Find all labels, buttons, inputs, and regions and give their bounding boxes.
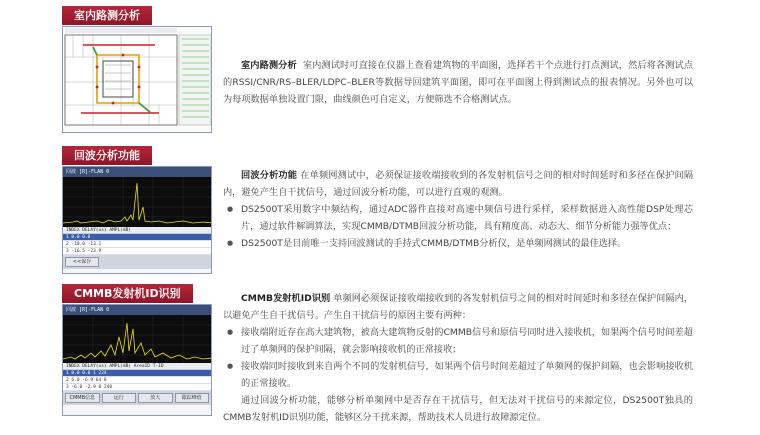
id-screen [62,304,212,416]
echo-screen [62,166,212,274]
echo-button-bar [63,255,211,269]
section-label-cmmb-id: CMMB发射机ID识别 [62,284,193,303]
id-screen-header: 回波 [R]-FLAN 0 [63,305,211,315]
echo-row: 1 0.0 0.0 [63,234,211,241]
id-plot [63,315,211,363]
zoom-button[interactable]: 放大 [138,393,173,403]
id-table-header: INDEX DELAY(us) AMPL(dB) AreaID T-ID [63,363,211,370]
section-body-echo: 在单频网测试中，必须保证接收端接收到的各发射机信号之间的相对时间延时和多径在保护间隔内，避免产生自干扰信号，通过回波分析功能，可以进行直观的观测。 [223,170,694,198]
floorplan-drawing [63,27,212,133]
section-title-echo: 回波分析功能 [241,170,298,181]
section-body-indoor: 室内测试时可直接在仪器上查看建筑物的平面图，选择若干个点进行打点测试，然后将各测试点的RSSI/CNR/RS–BLER/LDPC–BLER等数据导回建筑平面图，即可在平面图上得到测试点的报表情况。另外也可以为每项数据单独设置门限，曲线颜色可自定义，方便筛选不合格测试点。 [223,60,694,105]
section-title-indoor: 室内路测分析 [241,60,297,71]
floorplan-image [62,26,212,133]
cmmb-id-bullet: ● 接收端附近存在高大建筑物，被高大建筑物反射的CMMB信号和原信号同时进入接收机，如果两个信号时间差超过了单频网的保护间隔，就会影响接收机的正常接收； [223,324,693,358]
id-button-bar [63,391,211,405]
id-row: 1 0.0 0.0 1 224 [63,370,211,377]
track-peak-button[interactable]: 跟踪峰值 [175,393,210,403]
echo-row: 2 -10.0 -13.1 [63,241,211,248]
section-echo-text [223,167,693,252]
cmmb-info-button[interactable]: CMMB信息 [65,393,100,403]
id-row: 3 -6.0 -2.9 0 240 [63,384,211,391]
section-closing-cmmb-id: 通过回波分析功能，能够分析单频网中是否存在干扰信号，但无法对干扰信号的来源定位，DS2500T独具的CMMB发射机ID识别功能，能够区分干扰来源，帮助技术人员进行故障源定位。 [223,395,693,423]
cmmb-id-bullet: ● 接收端同时接收到来自两个不同的发射机信号，如果两个信号时间差超过了单频网的保护间隔，也会影响接收机的正常接收。 [223,358,693,392]
section-label-echo: 回波分析功能 [62,146,152,165]
id-spectrum [63,315,212,363]
id-table [63,370,211,391]
echo-screen-header: 回波 [R]-FLAN 0 [63,167,211,177]
echo-bullet: ● DS2500T是目前唯一支持回波测试的手持式CMMB/DTMB分析仪，是单频网测试的最佳选择。 [223,235,693,252]
section-label-indoor: 室内路测分析 [62,6,152,25]
section-body-cmmb-id: 单频网必须保证接收端接收到的各发射机信号之间的相对时间延时和多径在保护间隔内，以避免产生自干扰信号。产生自干扰信号的原因主要有两种： [223,293,694,321]
echo-spectrum [63,177,212,227]
id-row: 2 6.0 -6.9 64 8 [63,377,211,384]
echo-save-button[interactable]: <<保存 [65,257,99,267]
section-title-cmmb-id: CMMB发射机ID识别 [241,293,331,304]
echo-bullet: ● DS2500T采用数字中频结构，通过ADC器件直接对高速中频信号进行采样，采样数据进入高性能DSP处理芯片，通过软件解调算法，实现CMMB/DTMB回波分析功能，具有精度高、动态大、细节分析能力强等优点； [223,201,693,235]
section-cmmb-id-text [223,290,693,426]
echo-row: 3 -16.5 -23.9 [63,248,211,255]
run-button[interactable]: 运行 [102,393,137,403]
section-indoor-text [223,57,693,108]
echo-table [63,234,211,255]
echo-table-header: INDEX DELAY(us) AMPL(dB) [63,227,211,234]
echo-plot [63,177,211,227]
